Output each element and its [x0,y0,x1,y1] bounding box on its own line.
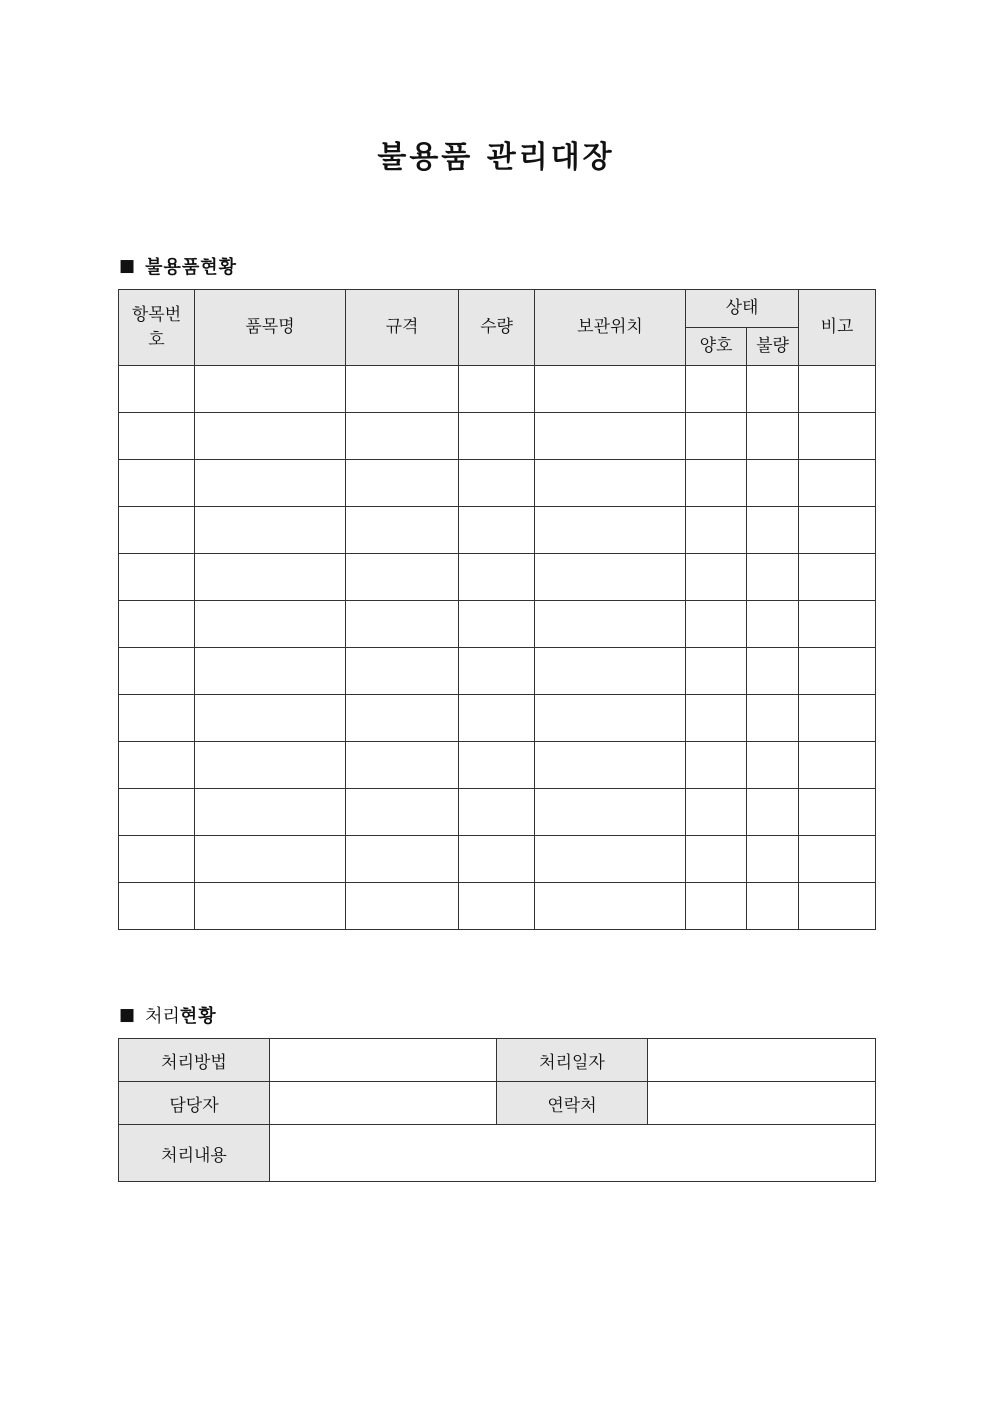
status-good-cell[interactable] [686,695,747,742]
status-bad-cell[interactable] [747,883,799,930]
storage-cell[interactable] [535,413,686,460]
quantity-cell[interactable] [459,742,535,789]
item-name-cell[interactable] [195,366,346,413]
table-row [119,460,876,507]
disposal-heading-bold: 현황 [179,1006,217,1027]
details-label: 처리내용 [119,1125,270,1182]
spec-cell[interactable] [346,507,459,554]
item-no-cell[interactable] [119,460,195,507]
spec-cell[interactable] [346,366,459,413]
storage-cell[interactable] [535,836,686,883]
remarks-cell[interactable] [799,460,876,507]
remarks-cell[interactable] [799,742,876,789]
status-good-cell[interactable] [686,366,747,413]
item-no-cell[interactable] [119,883,195,930]
quantity-cell[interactable] [459,601,535,648]
spec-cell[interactable] [346,413,459,460]
item-name-cell[interactable] [195,507,346,554]
status-bad-cell[interactable] [747,460,799,507]
status-bad-cell[interactable] [747,836,799,883]
status-bad-cell[interactable] [747,695,799,742]
item-no-cell[interactable] [119,507,195,554]
storage-cell[interactable] [535,460,686,507]
spec-cell[interactable] [346,601,459,648]
quantity-cell[interactable] [459,648,535,695]
item-name-cell[interactable] [195,695,346,742]
header-status: 상태 [686,290,799,328]
method-field[interactable] [270,1039,497,1082]
remarks-cell[interactable] [799,554,876,601]
item-name-cell[interactable] [195,789,346,836]
table-row [119,601,876,648]
spec-cell[interactable] [346,789,459,836]
item-no-cell[interactable] [119,648,195,695]
remarks-cell[interactable] [799,507,876,554]
status-bad-cell[interactable] [747,742,799,789]
storage-cell[interactable] [535,366,686,413]
item-name-cell[interactable] [195,883,346,930]
item-name-cell[interactable] [195,413,346,460]
status-bad-cell[interactable] [747,507,799,554]
status-good-cell[interactable] [686,742,747,789]
header-remarks: 비고 [799,290,876,366]
remarks-cell[interactable] [799,601,876,648]
spec-cell[interactable] [346,460,459,507]
header-item-no: 항목번호 [119,290,195,366]
header-status-good: 양호 [686,328,747,366]
status-good-cell[interactable] [686,601,747,648]
item-no-cell[interactable] [119,789,195,836]
item-no-cell[interactable] [119,413,195,460]
item-name-cell[interactable] [195,601,346,648]
header-spec: 규격 [346,290,459,366]
status-good-cell[interactable] [686,413,747,460]
table-row [119,789,876,836]
storage-cell[interactable] [535,507,686,554]
status-good-cell[interactable] [686,883,747,930]
spec-cell[interactable] [346,836,459,883]
details-field[interactable] [270,1125,876,1182]
quantity-cell[interactable] [459,460,535,507]
status-bad-cell[interactable] [747,366,799,413]
inventory-body [119,366,876,930]
status-good-cell[interactable] [686,460,747,507]
status-bad-cell[interactable] [747,554,799,601]
item-name-cell[interactable] [195,836,346,883]
remarks-cell[interactable] [799,883,876,930]
header-quantity: 수량 [459,290,535,366]
inventory-table [118,289,876,930]
table-row [119,742,876,789]
inventory-heading-text: 불용품현황 [145,257,238,278]
remarks-cell[interactable] [799,789,876,836]
quantity-cell[interactable] [459,695,535,742]
spec-cell[interactable] [346,554,459,601]
disposal-heading-prefix: 처리 [145,1006,180,1027]
square-bullet-icon: ■ [119,256,136,276]
table-row [119,883,876,930]
status-good-cell[interactable] [686,789,747,836]
item-no-cell[interactable] [119,601,195,648]
item-no-cell[interactable] [119,366,195,413]
item-name-cell[interactable] [195,648,346,695]
table-row [119,554,876,601]
status-bad-cell[interactable] [747,413,799,460]
item-name-cell[interactable] [195,460,346,507]
item-name-cell[interactable] [195,554,346,601]
item-no-cell[interactable] [119,554,195,601]
contact-label: 연락처 [497,1082,648,1125]
table-row [119,366,876,413]
square-bullet-icon: ■ [119,1005,136,1025]
status-bad-cell[interactable] [747,601,799,648]
spec-cell[interactable] [346,742,459,789]
remarks-cell[interactable] [799,648,876,695]
table-row [119,695,876,742]
storage-cell[interactable] [535,648,686,695]
header-storage-location: 보관위치 [535,290,686,366]
quantity-cell[interactable] [459,507,535,554]
item-no-cell[interactable] [119,695,195,742]
remarks-cell[interactable] [799,695,876,742]
remarks-cell[interactable] [799,836,876,883]
table-row [119,413,876,460]
remarks-cell[interactable] [799,413,876,460]
date-label: 처리일자 [497,1039,648,1082]
inventory-section-heading [119,253,237,279]
quantity-cell[interactable] [459,789,535,836]
date-field[interactable] [648,1039,876,1082]
item-name-cell[interactable] [195,742,346,789]
quantity-cell[interactable] [459,366,535,413]
status-bad-cell[interactable] [747,648,799,695]
storage-cell[interactable] [535,883,686,930]
contact-field[interactable] [648,1082,876,1125]
table-row [119,507,876,554]
manager-label: 담당자 [119,1082,270,1125]
storage-cell[interactable] [535,554,686,601]
manager-field[interactable] [270,1082,497,1125]
storage-cell[interactable] [535,695,686,742]
quantity-cell[interactable] [459,883,535,930]
quantity-cell[interactable] [459,554,535,601]
spec-cell[interactable] [346,695,459,742]
status-good-cell[interactable] [686,554,747,601]
quantity-cell[interactable] [459,836,535,883]
header-item-name: 품목명 [195,290,346,366]
disposal-table [118,1038,876,1182]
storage-cell[interactable] [535,742,686,789]
storage-cell[interactable] [535,601,686,648]
storage-cell[interactable] [535,789,686,836]
table-row [119,648,876,695]
method-label: 처리방법 [119,1039,270,1082]
quantity-cell[interactable] [459,413,535,460]
document-title: 불용품 관리대장 [377,140,615,175]
status-good-cell[interactable] [686,836,747,883]
item-no-cell[interactable] [119,742,195,789]
header-status-bad: 불량 [747,328,799,366]
status-good-cell[interactable] [686,648,747,695]
spec-cell[interactable] [346,648,459,695]
table-row [119,836,876,883]
remarks-cell[interactable] [799,366,876,413]
status-good-cell[interactable] [686,507,747,554]
status-bad-cell[interactable] [747,789,799,836]
spec-cell[interactable] [346,883,459,930]
item-no-cell[interactable] [119,836,195,883]
disposal-section-heading [119,1002,217,1028]
